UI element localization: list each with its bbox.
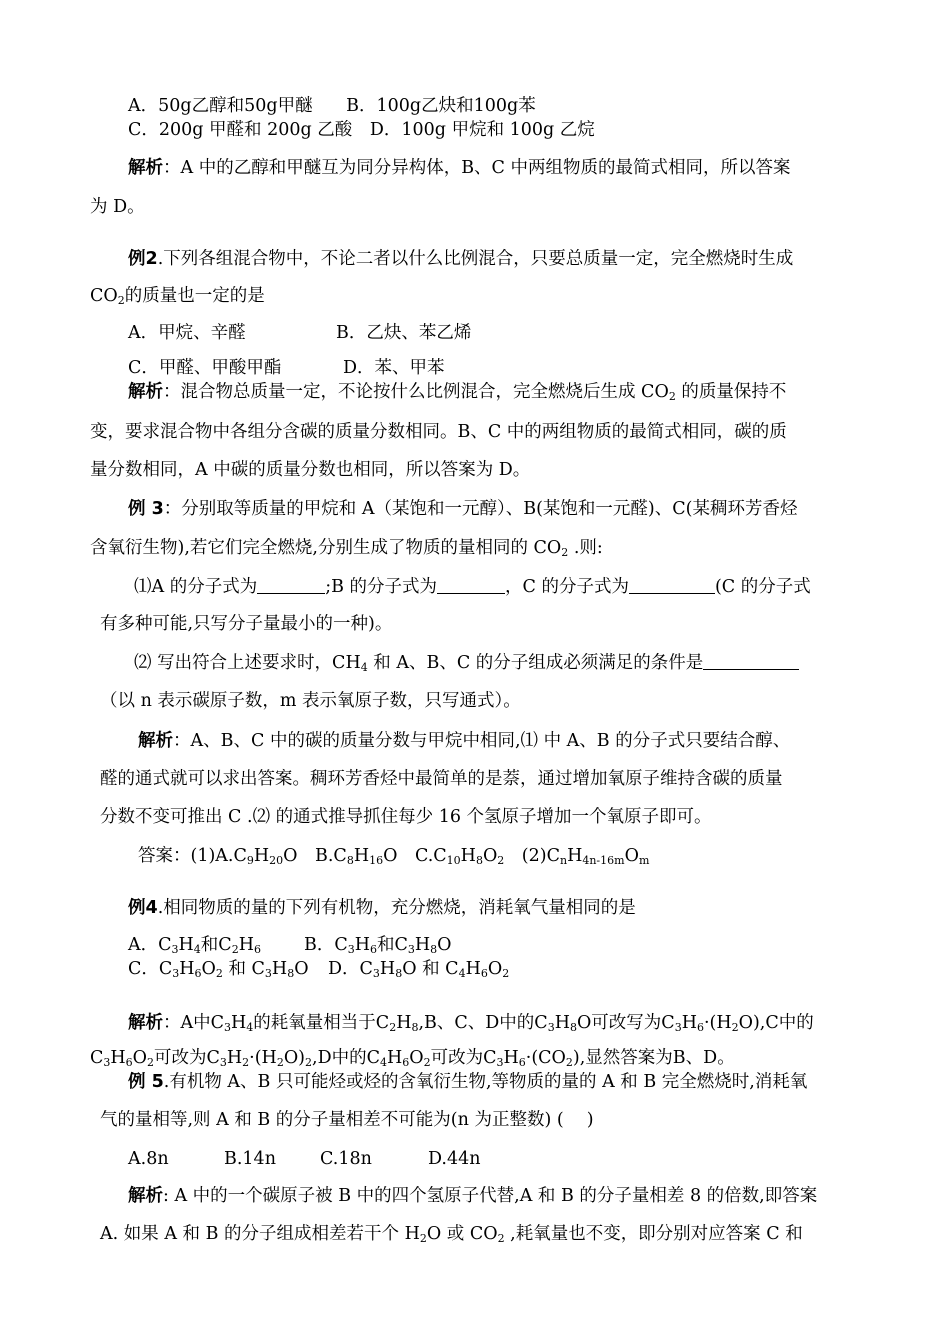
subscript: 8 bbox=[430, 943, 438, 956]
subscript: 6 bbox=[518, 1056, 526, 1069]
subscript: 6 bbox=[370, 943, 378, 956]
question-text: .有机物 A、B 只可能烃或烃的含氧衍生物,等物质的量的 A 和 B 完全燃烧时,消耗氧 bbox=[163, 1072, 808, 1092]
question-text: .相同物质的量的下列有机物，充分燃烧，消耗氧气量相同的是 bbox=[157, 898, 636, 918]
inline-text: H bbox=[465, 959, 481, 979]
inline-text: O bbox=[294, 959, 309, 979]
option-c: C.18n bbox=[320, 1149, 372, 1169]
question-3-2-line-2 bbox=[100, 690, 875, 712]
subscript: 4 bbox=[380, 1056, 387, 1069]
inline-text: ,耗氧量也不变，即分别对应答案 C 和 bbox=[504, 1224, 803, 1244]
subscript: 8 bbox=[287, 967, 295, 980]
question-text: ⑵ 写出符合上述要求时，CH bbox=[134, 653, 361, 673]
subscript: 4 bbox=[246, 1021, 254, 1034]
subscript: 2 bbox=[117, 294, 125, 307]
inline-text: 和C bbox=[377, 935, 408, 955]
option-d: D．100g 甲烷和 100g 乙烷 bbox=[369, 120, 595, 140]
subscript: 3 bbox=[347, 943, 355, 956]
option-b: B．100g乙炔和100g苯 bbox=[346, 96, 536, 116]
options-example-2-row-2 bbox=[128, 357, 903, 379]
example-label: 例2 bbox=[128, 249, 158, 269]
subscript: 2 bbox=[668, 390, 676, 403]
inline-text: H bbox=[379, 959, 396, 979]
subscript: 2 bbox=[276, 1056, 284, 1069]
option-a bbox=[128, 934, 304, 956]
subscript: 2 bbox=[561, 546, 569, 559]
formula-text: CO bbox=[90, 286, 118, 306]
inline-text: H bbox=[396, 1013, 412, 1033]
inline-text: H bbox=[460, 846, 476, 866]
option-b: B.14n bbox=[224, 1149, 276, 1169]
inline-text: 可改为C bbox=[430, 1048, 497, 1068]
inline-text: H bbox=[354, 935, 371, 955]
analysis-text: 醛的通式就可以求出答案。稠环芳香烃中最简单的是萘，通过增加氧原子维持含碳的质量 bbox=[100, 769, 783, 789]
subscript: 10 bbox=[446, 854, 461, 867]
subscript: 20 bbox=[269, 854, 284, 867]
analysis-text: 量分数相同，A 中碳的质量分数也相同，所以答案为 D。 bbox=[90, 460, 531, 480]
options-example-1-row-2 bbox=[128, 119, 903, 141]
inline-text: H bbox=[238, 935, 254, 955]
inline-text: ,B、C、D中的C bbox=[418, 1013, 548, 1033]
option-d bbox=[328, 959, 509, 979]
option-c: C．200g 甲醛和 200g 乙酸 bbox=[128, 120, 353, 140]
analysis-text: 分数不变可推出 C .⑵ 的通式推导抓住每少 16 个氢原子增加一个氧原子即可。 bbox=[100, 807, 712, 827]
inline-text: ),显然答案为B、D。 bbox=[572, 1048, 735, 1068]
subscript: 2 bbox=[215, 967, 223, 980]
analysis-4-line-1 bbox=[128, 1012, 903, 1034]
subscript: 2 bbox=[147, 1056, 155, 1069]
analysis-label: 解析 bbox=[138, 731, 173, 751]
subscript: 6 bbox=[253, 943, 261, 956]
analysis-text: 为 D。 bbox=[90, 197, 145, 217]
question-text: ，C 的分子式为 bbox=[505, 577, 629, 597]
subscript: 8 bbox=[569, 1021, 577, 1034]
inline-text: O bbox=[487, 959, 503, 979]
inline-text: B．C bbox=[304, 935, 348, 955]
subscript: 2 bbox=[565, 1056, 573, 1069]
inline-text: O bbox=[624, 846, 639, 866]
subscript: 16 bbox=[369, 854, 384, 867]
subscript: 2 bbox=[242, 1056, 250, 1069]
question-3-1-line-2 bbox=[100, 613, 875, 635]
subscript: 6 bbox=[480, 967, 488, 980]
options-example-2-row-1 bbox=[128, 322, 903, 344]
subscript: 2 bbox=[497, 1232, 505, 1245]
option-c: C．甲醛、甲酸甲酯 bbox=[128, 358, 282, 378]
inline-text: 答案：(1)A.C bbox=[138, 846, 247, 866]
question-text: ⑴A 的分子式为 bbox=[134, 577, 258, 597]
example-5-line-2 bbox=[100, 1109, 875, 1131]
option-d: D．苯、甲苯 bbox=[343, 358, 445, 378]
analysis-1-line-1 bbox=[128, 157, 903, 179]
subscript: 2 bbox=[389, 1021, 397, 1034]
answer-blank-c[interactable] bbox=[629, 577, 715, 594]
analysis-text: 变，要求混合物中各组分含碳的质量分数相同。B、C 中的两组物质的最简式相同，碳的质 bbox=[90, 422, 787, 442]
inline-text: O),C中的 bbox=[738, 1013, 814, 1033]
inline-text: H bbox=[231, 1013, 247, 1033]
subscript: 6 bbox=[696, 1021, 704, 1034]
subscript: 9 bbox=[246, 854, 254, 867]
example-2-line-1 bbox=[128, 248, 903, 270]
options-example-4-row-1 bbox=[128, 934, 903, 956]
inline-text: H bbox=[178, 935, 194, 955]
analysis-2-line-2 bbox=[90, 421, 865, 443]
subscript: 3 bbox=[372, 967, 380, 980]
inline-text: O B.C bbox=[283, 846, 347, 866]
inline-text: H bbox=[253, 846, 270, 866]
analysis-2-line-3 bbox=[90, 459, 865, 481]
example-2-line-2 bbox=[90, 285, 865, 307]
subscript: 8 bbox=[395, 967, 403, 980]
question-text: 气的量相等,则 A 和 B 的分子量相差不可能为(n 为正整数) ( ) bbox=[100, 1110, 594, 1130]
question-text: ：分别取等质量的甲烷和 A（某饱和一元醇）、B(某饱和一元醛)、C(某稠环芳香烃 bbox=[163, 499, 798, 519]
subscript: 8 bbox=[475, 854, 483, 867]
option-c bbox=[128, 958, 328, 980]
question-text: .则: bbox=[568, 538, 603, 558]
subscript: n bbox=[559, 854, 568, 867]
inline-text: H bbox=[414, 935, 431, 955]
question-text: 含氧衍生物),若它们完全燃烧,分别生成了物质的量相同的 CO bbox=[90, 538, 562, 558]
analysis-2-line-1 bbox=[128, 381, 903, 403]
inline-text: D．C bbox=[328, 959, 373, 979]
options-example-5 bbox=[128, 1148, 903, 1170]
option-a: A．甲烷、辛醛 bbox=[128, 323, 246, 343]
inline-text: C bbox=[90, 1048, 104, 1068]
inline-text: H bbox=[387, 1048, 403, 1068]
subscript: 6 bbox=[402, 1056, 410, 1069]
inline-text: H bbox=[226, 1048, 243, 1068]
inline-text: O) bbox=[283, 1048, 306, 1068]
inline-text: H bbox=[554, 1013, 570, 1033]
subscript: 6 bbox=[194, 967, 202, 980]
analysis-text: ：A 中的乙醇和甲醚互为同分异构体，B、C 中两组物质的最简式相同，所以答案 bbox=[163, 158, 791, 178]
inline-text: ·(H bbox=[703, 1013, 732, 1033]
answer-blank-b[interactable] bbox=[437, 577, 505, 594]
subscript: 2 bbox=[231, 943, 239, 956]
inline-text: C．C bbox=[128, 959, 173, 979]
answer-blank-a[interactable] bbox=[257, 577, 325, 594]
inline-text: O 和 C bbox=[402, 959, 459, 979]
subscript: 4n-16m bbox=[582, 854, 625, 867]
analysis-5-line-2 bbox=[100, 1223, 875, 1245]
option-d: D.44n bbox=[428, 1149, 481, 1169]
subscript: 3 bbox=[674, 1021, 682, 1034]
question-3-2-line-1 bbox=[134, 652, 909, 674]
example-label: 例 5 bbox=[128, 1072, 164, 1092]
analysis-text: 的质量保持不 bbox=[675, 382, 787, 402]
question-3-1-line-1 bbox=[134, 576, 909, 598]
inline-text: ,D中的C bbox=[312, 1048, 380, 1068]
example-3-line-1 bbox=[128, 498, 903, 520]
subscript: 2 bbox=[731, 1021, 739, 1034]
inline-text: O bbox=[132, 1048, 148, 1068]
analysis-label: 解析 bbox=[128, 1186, 163, 1206]
inline-text: H bbox=[681, 1013, 697, 1033]
analysis-3-line-1 bbox=[138, 730, 913, 752]
example-label: 例 3 bbox=[128, 499, 164, 519]
options-example-1-row-1 bbox=[128, 95, 903, 117]
inline-text: H bbox=[179, 959, 195, 979]
option-a: A．50g乙醇和50g甲醚 bbox=[128, 96, 313, 116]
question-text: 有多种可能,只写分子量最小的一种)。 bbox=[100, 614, 393, 634]
inline-text: A．C bbox=[128, 935, 172, 955]
question-text: (C 的分子式 bbox=[714, 577, 811, 597]
subscript: 4 bbox=[360, 661, 368, 674]
analysis-4-line-2 bbox=[90, 1047, 865, 1069]
analysis-label: 解析 bbox=[128, 158, 163, 178]
subscript: 2 bbox=[502, 967, 510, 980]
subscript: 8 bbox=[411, 1021, 419, 1034]
analysis-3-line-3 bbox=[100, 806, 875, 828]
option-b bbox=[304, 935, 452, 955]
inline-text: O C.C bbox=[383, 846, 447, 866]
inline-text: ：A中C bbox=[163, 1013, 225, 1033]
subscript: 6 bbox=[125, 1056, 133, 1069]
answer-key-3 bbox=[138, 845, 913, 867]
subscript: 3 bbox=[407, 943, 415, 956]
inline-text: 可改为C bbox=[154, 1048, 220, 1068]
question-text: .下列各组混合物中，不论二者以什么比例混合，只要总质量一定，完全燃烧时生成 bbox=[157, 249, 794, 269]
analysis-5-line-1 bbox=[128, 1185, 903, 1207]
inline-text: O bbox=[482, 846, 498, 866]
subscript: 3 bbox=[103, 1056, 111, 1069]
example-label: 例4 bbox=[128, 898, 158, 918]
analysis-text: : A 中的一个碳原子被 B 中的四个氢原子代替,A 和 B 的分子量相差 8 的倍数,即答案 bbox=[163, 1186, 818, 1206]
inline-text: ·(H bbox=[249, 1048, 277, 1068]
analysis-text: ：混合物总质量一定，不论按什么比例混合，完全燃烧后生成 CO bbox=[163, 382, 669, 402]
inline-text: O bbox=[437, 935, 452, 955]
subscript: m bbox=[638, 854, 650, 867]
question-text: 的质量也一定的是 bbox=[124, 286, 265, 306]
question-text: ;B 的分子式为 bbox=[325, 577, 438, 597]
inline-text: H bbox=[503, 1048, 519, 1068]
question-text: 和 A、B、C 的分子组成必须满足的条件是 bbox=[367, 653, 704, 673]
inline-text: 和C bbox=[200, 935, 232, 955]
inline-text: H bbox=[110, 1048, 126, 1068]
subscript: 4 bbox=[458, 967, 466, 980]
subscript: 8 bbox=[346, 854, 354, 867]
subscript: 3 bbox=[172, 967, 180, 980]
options-example-4-row-2 bbox=[128, 958, 903, 980]
inline-text: 的耗氧量相当于C bbox=[253, 1013, 390, 1033]
inline-text: O bbox=[409, 1048, 424, 1068]
answer-blank-condition[interactable] bbox=[703, 653, 799, 670]
analysis-1-line-2 bbox=[90, 196, 865, 218]
analysis-label: 解析 bbox=[128, 1013, 163, 1033]
inline-text: O可改写为C bbox=[576, 1013, 675, 1033]
subscript: 3 bbox=[171, 943, 179, 956]
question-text: （以 n 表示碳原子数，m 表示氧原子数，只写通式）。 bbox=[100, 691, 521, 711]
inline-text: (2)C bbox=[504, 846, 560, 866]
inline-text: ·(CO bbox=[525, 1048, 566, 1068]
example-5-line-1 bbox=[128, 1071, 903, 1093]
option-a: A.8n bbox=[128, 1149, 169, 1169]
inline-text: H bbox=[353, 846, 370, 866]
inline-text: H bbox=[567, 846, 583, 866]
inline-text: O bbox=[201, 959, 216, 979]
example-3-line-2 bbox=[90, 537, 865, 559]
subscript: 2 bbox=[305, 1056, 313, 1069]
subscript: 2 bbox=[497, 854, 505, 867]
inline-text: H bbox=[271, 959, 288, 979]
inline-text: O 或 CO bbox=[426, 1224, 498, 1244]
subscript: 3 bbox=[547, 1021, 555, 1034]
analysis-3-line-2 bbox=[100, 768, 875, 790]
subscript: 2 bbox=[423, 1056, 431, 1069]
inline-text: 和 C bbox=[222, 959, 265, 979]
subscript: 3 bbox=[224, 1021, 232, 1034]
subscript: 2 bbox=[419, 1232, 427, 1245]
option-b: B．乙炔、苯乙烯 bbox=[336, 323, 472, 343]
example-4-line-1 bbox=[128, 897, 903, 919]
subscript: 3 bbox=[496, 1056, 504, 1069]
inline-text: A. 如果 A 和 B 的分子组成相差若干个 H bbox=[100, 1224, 420, 1244]
analysis-text: ：A、B、C 中的碳的质量分数与甲烷中相同,⑴ 中 A、B 的分子式只要结合醇、 bbox=[173, 731, 791, 751]
analysis-label: 解析 bbox=[128, 382, 163, 402]
subscript: 4 bbox=[193, 943, 201, 956]
subscript: 3 bbox=[264, 967, 272, 980]
subscript: 3 bbox=[219, 1056, 227, 1069]
